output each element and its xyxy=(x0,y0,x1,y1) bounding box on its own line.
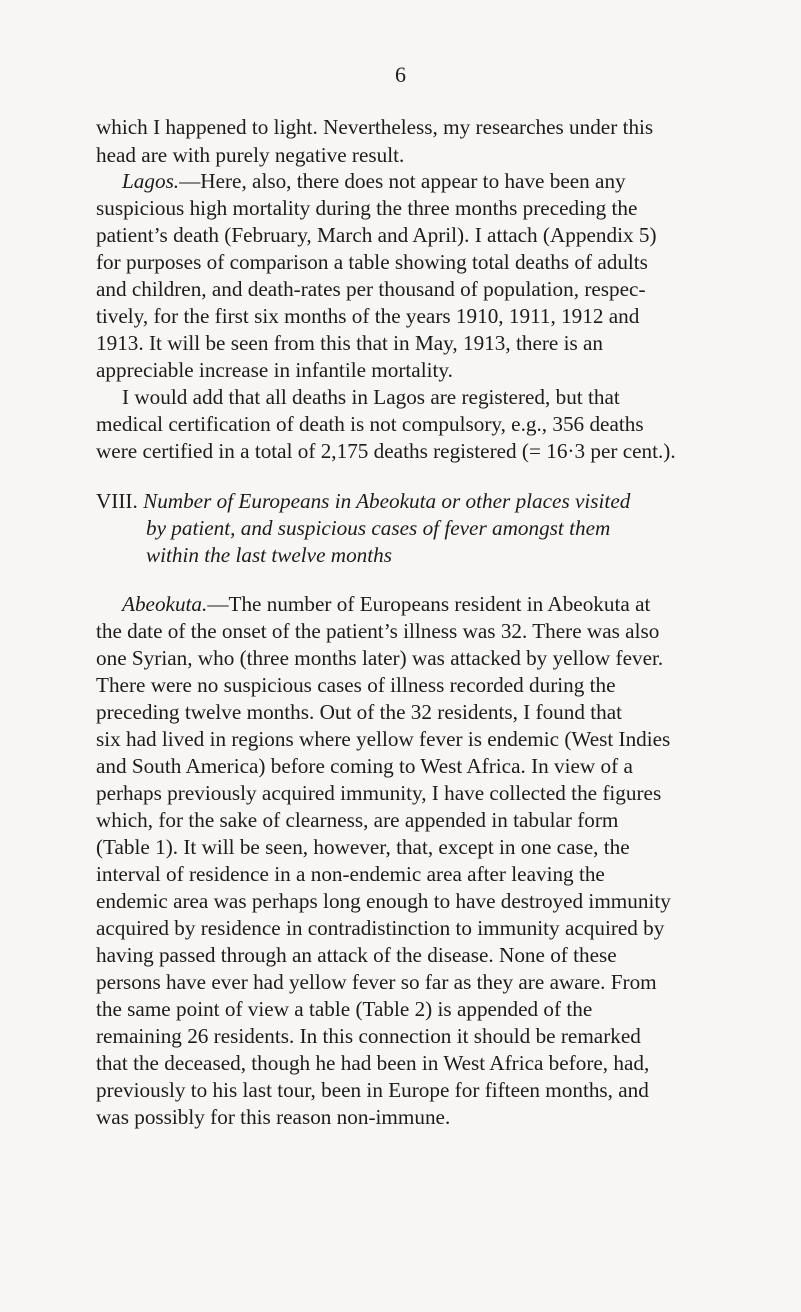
text-line: head are with purely negative result. xyxy=(96,143,405,167)
text-line: endemic area was perhaps long enough to have destroyed immunity xyxy=(96,889,671,913)
text-line: for purposes of comparison a table showing total deaths of adults xyxy=(96,250,648,274)
text-line: preceding twelve months. Out of the 32 residents, I found that xyxy=(96,700,623,724)
text-line: Abeokuta.—The number of Europeans resident in Abeokuta at xyxy=(122,592,651,616)
text-line: that the deceased, though he had been in West Africa before, had, xyxy=(96,1051,650,1075)
text-line: were certified in a total of 2,175 deaths registered (= 16·3 per cent.). xyxy=(96,439,676,463)
text-line: I would add that all deaths in Lagos are registered, but that xyxy=(122,385,620,409)
text-line: and children, and death-rates per thousand of population, respec- xyxy=(96,277,646,301)
text-line: acquired by residence in contradistinction to immunity acquired by xyxy=(96,916,665,940)
text-line: appreciable increase in infantile mortality. xyxy=(96,358,453,382)
section-heading: VIII. Number of Europeans in Abeokuta or other places visited xyxy=(96,489,631,513)
text-line: medical certification of death is not compulsory, e.g., 356 deaths xyxy=(96,412,644,436)
page-number: 6 xyxy=(395,62,406,87)
text-line: previously to his last tour, been in Europe for fifteen months, and xyxy=(96,1078,649,1102)
text-line: 1913. It will be seen from this that in May, 1913, there is an xyxy=(96,331,604,355)
text-line: which, for the sake of clearness, are appended in tabular form xyxy=(96,808,619,832)
text-line: having passed through an attack of the disease. None of these xyxy=(96,943,617,967)
text-line: tively, for the first six months of the years 1910, 1911, 1912 and xyxy=(96,304,640,328)
section-heading: within the last twelve months xyxy=(146,543,392,567)
text-line: interval of residence in a non-endemic area after leaving the xyxy=(96,862,605,886)
text-line: the date of the onset of the patient’s illness was 32. There was also xyxy=(96,619,660,643)
text-line: one Syrian, who (three months later) was attacked by yellow fever. xyxy=(96,646,664,670)
text-line: and South America) before coming to West Africa. In view of a xyxy=(96,754,633,778)
text-line: persons have ever had yellow fever so far as they are aware. From xyxy=(96,970,657,994)
text-line: the same point of view a table (Table 2) is appended of the xyxy=(96,997,593,1021)
text-line: remaining 26 residents. In this connection it should be remarked xyxy=(96,1024,641,1048)
text-line: perhaps previously acquired immunity, I have collected the figures xyxy=(96,781,662,805)
text-line: patient’s death (February, March and April). I attach (Appendix 5) xyxy=(96,223,657,247)
text-line: (Table 1). It will be seen, however, that, except in one case, the xyxy=(96,835,630,859)
text-line: Lagos.—Here, also, there does not appear to have been any xyxy=(122,169,626,193)
text-line: six had lived in regions where yellow fever is endemic (West Indies xyxy=(96,727,671,751)
text-line: There were no suspicious cases of illness recorded during the xyxy=(96,673,616,697)
text-line: which I happened to light. Nevertheless, my researches under this xyxy=(96,115,654,139)
text-line: suspicious high mortality during the three months preceding the xyxy=(96,196,638,220)
text-line: was possibly for this reason non-immune. xyxy=(96,1105,451,1129)
section-heading: by patient, and suspicious cases of fever amongst them xyxy=(146,516,611,540)
